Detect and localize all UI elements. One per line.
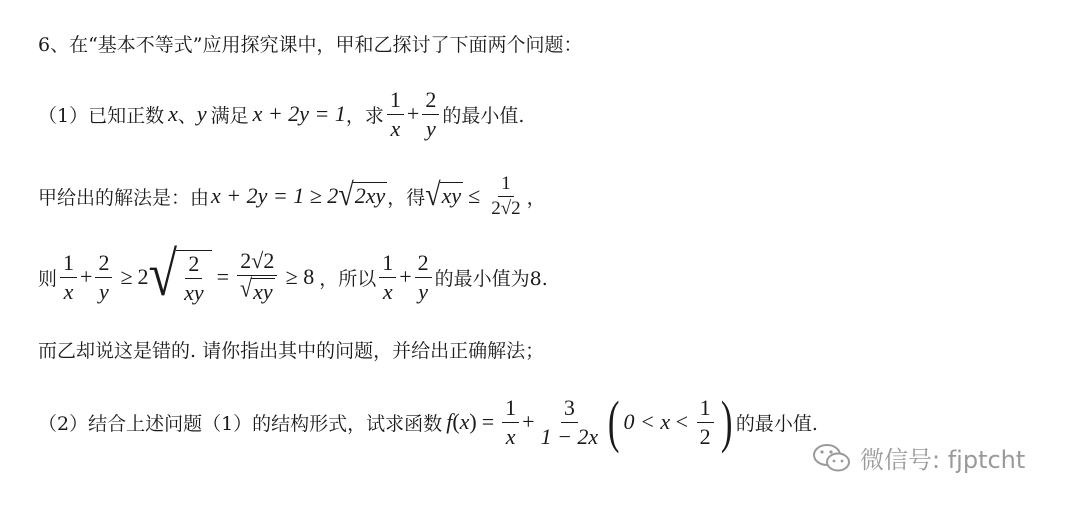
frac-2-over-y-b: $\frac{2}{y}$ <box>95 251 112 302</box>
sqrt-2xy: √ 2xy <box>338 177 386 214</box>
frac-3-over-1-2x: $\frac{3}{1 - 2x}$ <box>540 395 599 449</box>
qiu: ，求 <box>345 104 384 127</box>
part1-prefix: （1）已知正数 <box>38 104 165 127</box>
watermark-text: 微信号: fjptcht <box>860 446 1026 474</box>
frac-1-over-x-b: $\frac{1}{x}$ <box>60 251 77 302</box>
header-text: 6、在“基本不等式”应用探究课中，甲和乙探讨了下面两个问题： <box>38 34 583 56</box>
jia-inequality: x + 2y = 1 ≥ 2 <box>211 183 339 208</box>
manzu: 满足 <box>210 104 249 127</box>
frac-1-over-2: $\frac{1}{2}$ <box>697 396 714 447</box>
plus-b: + <box>80 264 93 289</box>
left-paren: ( <box>608 389 620 454</box>
frac-2-over-y: $\frac{2}{y}$ <box>422 88 439 139</box>
yi-text: 而乙却说这是错的. 请你指出其中的问题，并给出正确解法； <box>38 340 545 362</box>
wechat-icon <box>812 442 852 474</box>
eq-sign: = <box>216 264 230 289</box>
ge-sign: ≥ <box>120 264 133 289</box>
part2-prefix: （2）结合上述问题（1）的结构形式，试求函数 <box>38 412 443 435</box>
yi-line <box>38 336 544 363</box>
frac-1-over-x-d: $\frac{1}{x}$ <box>502 396 519 447</box>
frac-2root2-over-rootxy: 2√2 √ xy <box>237 249 278 304</box>
de: ，得 <box>387 186 426 209</box>
sqrt-2-over-xy: √ $\frac{2}{xy}$ <box>149 250 212 303</box>
sep: 、 <box>177 104 197 127</box>
plus-d: + <box>522 409 535 434</box>
frac-1-over-x-c: $\frac{1}{x}$ <box>379 251 396 302</box>
result-text: 的最小值为8. <box>434 267 548 290</box>
condition: x + 2y = 1 <box>252 101 346 126</box>
watermark <box>812 440 1025 475</box>
coef-2: 2 <box>137 264 149 289</box>
part2-suffix: 的最小值. <box>735 412 818 435</box>
frac-1-over-x: $\frac{1}{x}$ <box>387 88 404 139</box>
comma: ， <box>526 186 546 209</box>
var-x: x <box>168 101 178 126</box>
problem-header <box>38 30 583 57</box>
suoyi: ，所以 <box>319 267 377 290</box>
plus: + <box>406 101 420 126</box>
frac-2-over-y-c: $\frac{2}{y}$ <box>415 251 432 302</box>
le-sign: ≤ <box>468 183 481 208</box>
ge-8: ≥ 8 <box>285 264 315 289</box>
func-f: f <box>446 409 453 434</box>
domain-lt: < <box>670 409 694 434</box>
eq-sign-2: = <box>481 409 495 434</box>
sqrt-xy: √ xy <box>425 177 462 214</box>
jia-solution-line <box>38 168 546 224</box>
frac-1-over-2root2: $\frac{1}{2√2}$ <box>491 172 521 219</box>
paren-x: (x) <box>452 409 477 434</box>
right-paren: ) <box>720 389 733 454</box>
part2-line <box>38 382 818 462</box>
part1-suffix: 的最小值. <box>442 104 525 127</box>
domain-lower: 0 < <box>623 409 661 434</box>
ze: 则 <box>38 267 58 290</box>
plus-c: + <box>399 264 412 289</box>
jia-prefix: 甲给出的解法是：由 <box>38 186 210 209</box>
part1-line <box>38 84 524 144</box>
ze-line <box>38 240 548 314</box>
var-y: y <box>196 101 207 126</box>
domain-x: x <box>660 409 671 434</box>
